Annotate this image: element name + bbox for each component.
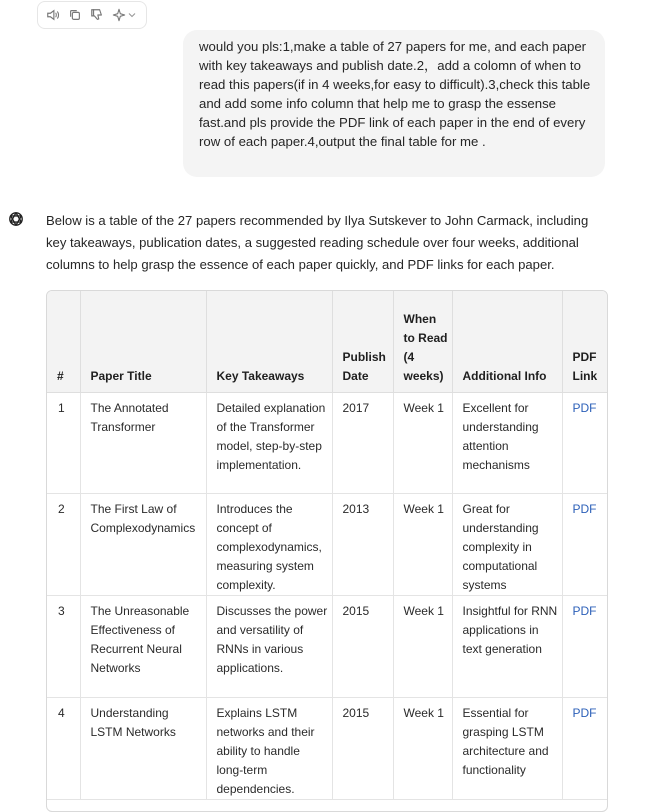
cell-number: 4 xyxy=(47,697,80,799)
cell-when-to-read: Week 1 xyxy=(393,697,452,799)
cell-paper-title: Understanding LSTM Networks xyxy=(80,697,206,799)
cell-additional-info: Great for understanding complexity in computational systems xyxy=(452,494,562,596)
message-action-toolbar xyxy=(37,1,147,29)
col-header-publish-date: Publish Date xyxy=(332,291,393,392)
table-row xyxy=(47,697,607,799)
cell-when-to-read: Week 1 xyxy=(393,392,452,494)
papers-table xyxy=(46,290,608,812)
cell-paper-title: The First Law of Complexodynamics xyxy=(80,494,206,596)
pdf-link[interactable]: PDF xyxy=(572,705,597,720)
cell-key-takeaways: Introduces the concept of complexodynamics, measuring system complexity. xyxy=(206,494,332,596)
table-row xyxy=(47,392,607,494)
cell-when-to-read: Week 1 xyxy=(393,494,452,596)
col-header-key-takeaways: Key Takeaways xyxy=(206,291,332,392)
cell-key-takeaways: Explains LSTM networks and their ability to handle long-term dependencies. xyxy=(206,697,332,799)
cell-publish-date: 2013 xyxy=(332,494,393,596)
user-message-bubble xyxy=(183,30,605,177)
col-header-when-to-read: When to Read (4 weeks) xyxy=(393,291,452,392)
cell-pdf-link xyxy=(562,392,607,494)
assistant-intro-text: Below is a table of the 27 papers recommended by Ilya Sutskever to John Carmack, including key takeaways, publication dates, a suggested reading schedule over four weeks, additional columns to help grasp the essence of each paper quickly, and PDF links for each paper. xyxy=(46,213,589,272)
cell-publish-date: 2015 xyxy=(332,697,393,799)
cell-number: 3 xyxy=(47,596,80,698)
user-message-text: would you pls:1,make a table of 27 papers for me, and each paper with key takeaways and publish date.2，add a colomn of when to read this papers(if in 4 weeks,for easy to difficult).3,check this table and add some info column that help me to grasp the essense fast.and pls provide the PDF link of each paper in the end of every row of each paper.4,output the final table for me . xyxy=(199,39,591,149)
chevron-down-icon[interactable] xyxy=(127,7,137,23)
pdf-link[interactable]: PDF xyxy=(572,400,597,415)
cell-key-takeaways: Detailed explanation of the Transformer model, step-by-step implementation. xyxy=(206,392,332,494)
cell-key-takeaways: Discusses the power and versatility of RNNs in various applications. xyxy=(206,596,332,698)
pdf-link[interactable]: PDF xyxy=(572,604,597,618)
table-row xyxy=(47,494,607,596)
cell-paper-title: The Unreasonable Effectiveness of Recurrent Neural Networks xyxy=(80,596,206,698)
table-row xyxy=(47,596,607,698)
table-header-row xyxy=(47,291,607,392)
col-header-number: # xyxy=(47,291,80,392)
pdf-link[interactable]: PDF xyxy=(572,502,597,516)
cell-additional-info: Excellent for understanding attention mechanisms xyxy=(452,392,562,494)
col-header-paper-title: Paper Title xyxy=(80,291,206,392)
col-header-additional-info: Additional Info xyxy=(452,291,562,392)
cell-when-to-read: Week 1 xyxy=(393,596,452,698)
cell-additional-info: Essential for grasping LSTM architecture and functionality xyxy=(452,697,562,799)
cell-pdf-link xyxy=(562,494,607,596)
cell-number: 2 xyxy=(47,494,80,596)
assistant-logo-icon xyxy=(6,209,26,229)
speaker-icon[interactable] xyxy=(45,7,61,23)
cell-pdf-link xyxy=(562,596,607,698)
col-header-pdf-link: PDF Link xyxy=(562,291,607,392)
copy-icon[interactable] xyxy=(67,7,83,23)
cell-number: 1 xyxy=(47,392,80,494)
cell-paper-title: The Annotated Transformer xyxy=(80,392,206,494)
thumbs-down-icon[interactable] xyxy=(89,7,105,23)
cell-publish-date: 2017 xyxy=(332,392,393,494)
cell-additional-info: Insightful for RNN applications in text generation xyxy=(452,596,562,698)
sparkle-icon[interactable] xyxy=(111,7,127,23)
cell-pdf-link xyxy=(562,697,607,799)
cell-publish-date: 2015 xyxy=(332,596,393,698)
